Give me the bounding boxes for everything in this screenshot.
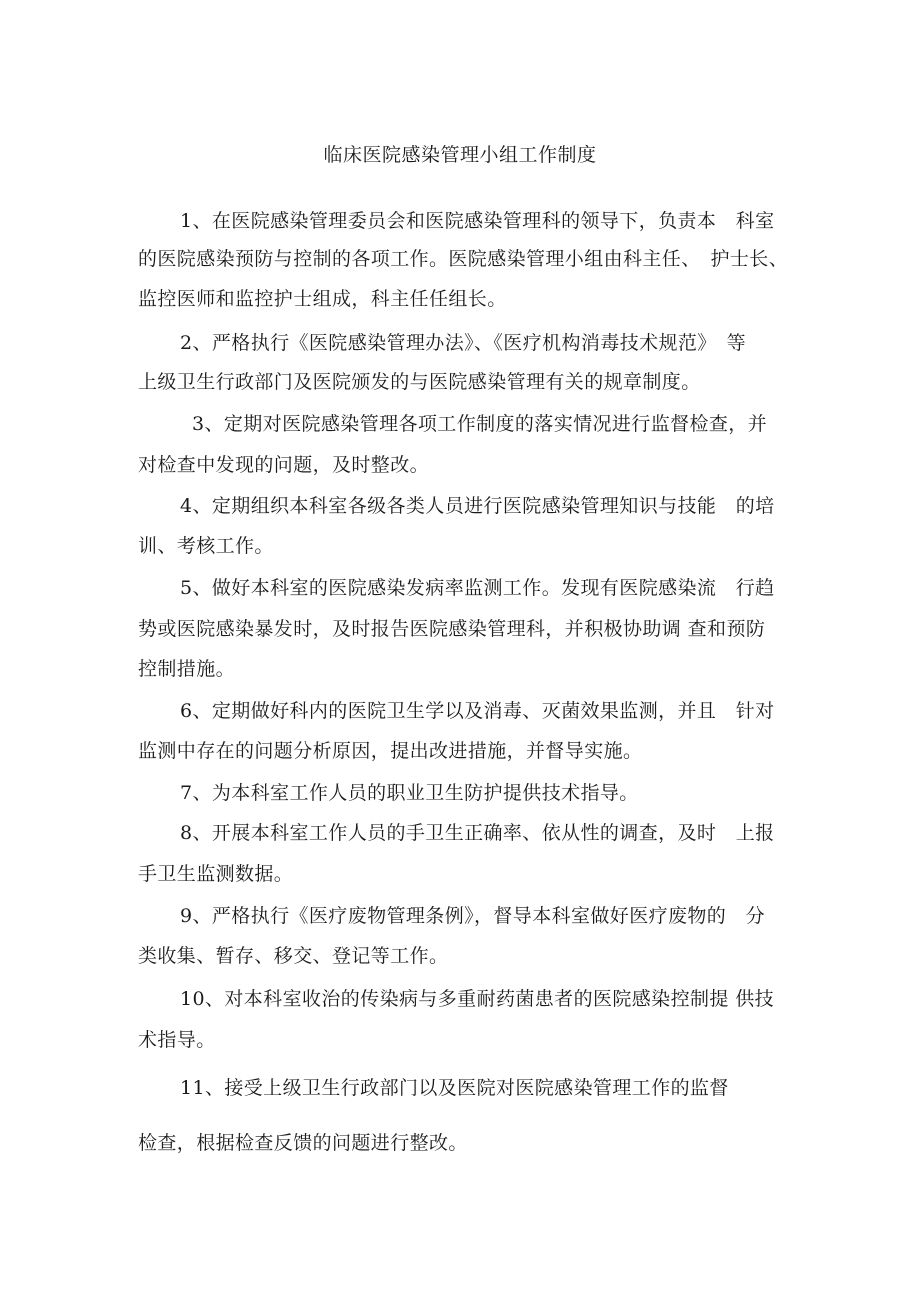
paragraph-line: 10、对本科室收治的传染病与多重耐药菌患者的医院感染控制提 供技 [180,988,775,1010]
paragraph-line: 1、在医院感染管理委员会和医院感染管理科的领导下，负责本 科室 [180,210,775,232]
paragraph-line: 训、考核工作。 [138,535,274,557]
document-title: 临床医院感染管理小组工作制度 [323,144,597,166]
paragraph-line: 手卫生监测数据。 [138,863,294,885]
paragraph-line: 势或医院感染暴发时，及时报告医院感染管理科，并积极协助调 查和预防 [138,618,766,640]
paragraph-line: 控制措施。 [138,658,236,680]
paragraph-line: 7、为本科室工作人员的职业卫生防护提供技术指导。 [180,782,639,804]
paragraph-line: 4、定期组织本科室各级各类人员进行医院感染管理知识与技能 的培 [180,495,775,517]
paragraph-line: 8、开展本科室工作人员的手卫生正确率、依从性的调查，及时 上报 [180,822,775,844]
paragraph-line: 类收集、暂存、移交、登记等工作。 [138,945,449,967]
paragraph-line: 3、定期对医院感染管理各项工作制度的落实情况进行监督检查，并 [192,413,768,435]
paragraph-line: 11、接受上级卫生行政部门以及医院对医院感染管理工作的监督 [180,1077,729,1099]
paragraph-line: 上级卫生行政部门及医院颁发的与医院感染管理有关的规章制度。 [138,371,701,393]
paragraph-line: 的医院感染预防与控制的各项工作。医院感染管理小组由科主任、 护士长、 [138,248,789,270]
paragraph-line: 术指导。 [138,1029,216,1051]
paragraph-line: 检查，根据检查反馈的问题进行整改。 [138,1132,468,1154]
paragraph-line: 监控医师和监控护士组成，科主任任组长。 [138,288,507,310]
paragraph-line: 对检查中发现的问题，及时整改。 [138,454,430,476]
paragraph-line: 2、严格执行《医院感染管理办法》、《医疗机构消毒技术规范》 等 [180,332,746,354]
paragraph-line: 5、做好本科室的医院感染发病率监测工作。发现有医院感染流 行趋 [180,577,775,599]
paragraph-line: 6、定期做好科内的医院卫生学以及消毒、灭菌效果监测，并且 针对 [180,700,775,722]
paragraph-line: 9、严格执行《医疗废物管理条例》，督导本科室做好医疗废物的 分 [180,905,765,927]
paragraph-line: 监测中存在的问题分析原因，提出改进措施，并督导实施。 [138,740,643,762]
